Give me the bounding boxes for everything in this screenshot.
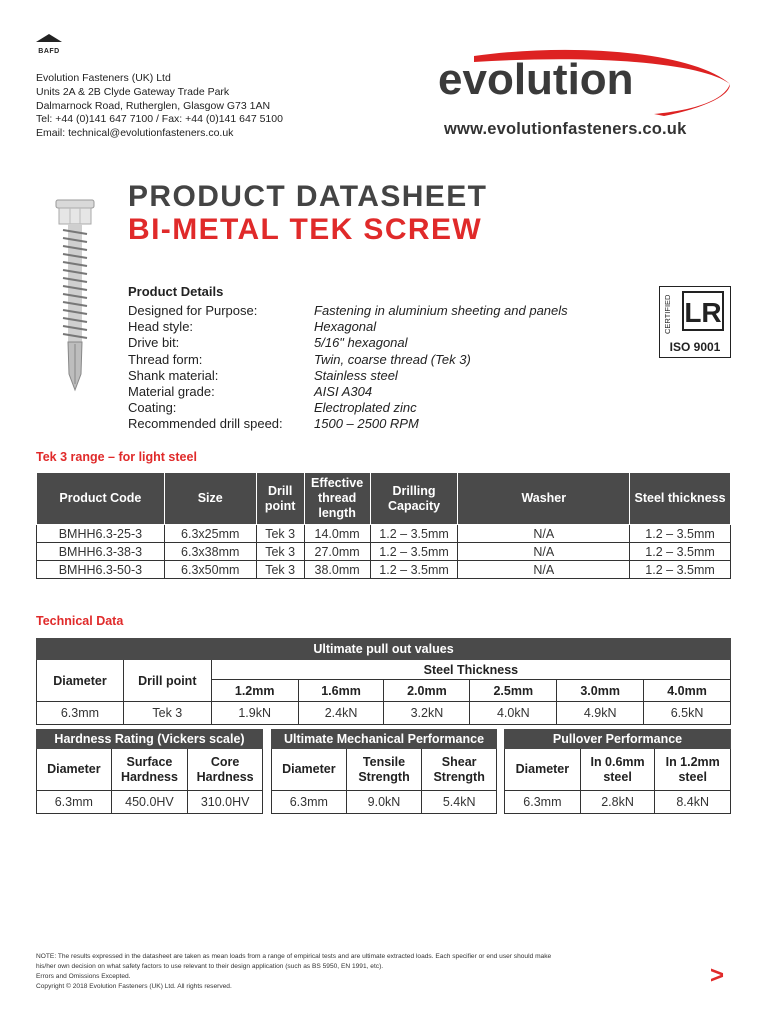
- detail-key: Material grade:: [128, 384, 215, 400]
- detail-value: Twin, coarse thread (Tek 3): [314, 351, 471, 367]
- detail-key: Thread form:: [128, 351, 203, 367]
- cell: 4.0kN: [470, 702, 557, 725]
- cell: N/A: [458, 561, 630, 579]
- table-row: [505, 791, 731, 814]
- certified-word: CERTIFIED: [663, 294, 672, 334]
- thickness-header: 1.2mm: [211, 680, 298, 702]
- detail-value: 1500 – 2500 RPM: [314, 416, 419, 432]
- col-12mm-steel: In 1.2mm steel: [655, 749, 731, 791]
- table-row: [37, 791, 263, 814]
- col-size: Size: [164, 473, 256, 525]
- cell: 450.0HV: [111, 791, 188, 814]
- detail-row: [128, 335, 568, 351]
- thickness-header: 4.0mm: [644, 680, 731, 702]
- iso-certification-badge: [659, 286, 731, 358]
- cell: BMHH6.3-50-3: [37, 561, 165, 579]
- cell: 6.3mm: [37, 791, 112, 814]
- note-line: his/her own decision on what safety factors to use relevant to their design application (such as BS 5950, EN 1991, etc).: [36, 963, 384, 970]
- website-url[interactable]: www.evolutionfasteners.co.uk: [444, 120, 687, 138]
- phone-fax: Tel: +44 (0)141 647 7100 / Fax: +44 (0)141 647 5100: [36, 113, 283, 126]
- cell: 1.2 – 3.5mm: [630, 561, 731, 579]
- cell: 9.0kN: [346, 791, 422, 814]
- logo-text: evolution: [438, 55, 634, 104]
- mech-title: Ultimate Mechanical Performance: [272, 730, 497, 749]
- bafd-emblem-icon: [34, 33, 64, 43]
- detail-value: Hexagonal: [314, 319, 377, 335]
- iso-label: ISO 9001: [669, 340, 721, 354]
- cell: 2.4kN: [298, 702, 384, 725]
- thickness-header: 2.0mm: [384, 680, 470, 702]
- range-heading: Tek 3 range – for light steel: [36, 450, 197, 464]
- detail-row: [128, 416, 568, 432]
- product-details-list: [128, 303, 568, 433]
- cell: 1.2 – 3.5mm: [370, 543, 458, 561]
- cell: Tek 3: [256, 543, 304, 561]
- col-surface-hardness: Surface Hardness: [111, 749, 188, 791]
- product-range-table: [36, 472, 731, 579]
- cell: 4.9kN: [557, 702, 644, 725]
- technical-data-heading: Technical Data: [36, 614, 124, 628]
- detail-value: AISI A304: [314, 384, 373, 400]
- col-diameter: Diameter: [37, 660, 124, 702]
- cell: 1.2 – 3.5mm: [630, 543, 731, 561]
- copyright: Copyright © 2018 Evolution Fasteners (UK) Ltd. All rights reserved.: [36, 983, 232, 990]
- cell: 6.3x50mm: [164, 561, 256, 579]
- detail-key: Head style:: [128, 319, 194, 335]
- table-row: [37, 561, 731, 579]
- col-steel-thickness: Steel thickness: [630, 473, 731, 525]
- cell: Tek 3: [256, 525, 304, 543]
- mechanical-performance-table: [271, 729, 497, 814]
- table-row: [37, 702, 731, 725]
- cell: BMHH6.3-38-3: [37, 543, 165, 561]
- col-drilling-capacity: Drilling Capacity: [370, 473, 458, 525]
- detail-key: Coating:: [128, 400, 177, 416]
- cell: Tek 3: [256, 561, 304, 579]
- cell: 6.3mm: [272, 791, 347, 814]
- col-thread-length: Effective thread length: [304, 473, 370, 525]
- detail-row: [128, 384, 568, 400]
- cell: 6.3x38mm: [164, 543, 256, 561]
- cell: 14.0mm: [304, 525, 370, 543]
- cell: Tek 3: [123, 702, 211, 725]
- cell: 1.2 – 3.5mm: [630, 525, 731, 543]
- cell: 1.9kN: [211, 702, 298, 725]
- detail-key: Shank material:: [128, 367, 219, 383]
- cell: 6.3mm: [505, 791, 581, 814]
- detail-value: Stainless steel: [314, 367, 398, 383]
- evolution-logo: [434, 48, 734, 118]
- page-title: PRODUCT DATASHEET: [128, 180, 488, 213]
- steel-thickness-header: Steel Thickness: [211, 660, 730, 680]
- product-title: BI-METAL TEK SCREW: [128, 213, 483, 246]
- detail-value: Fastening in aluminium sheeting and panels: [314, 303, 568, 318]
- cell: N/A: [458, 543, 630, 561]
- cell: 6.3x25mm: [164, 525, 256, 543]
- col-shear-strength: Shear Strength: [422, 749, 497, 791]
- cell: 310.0HV: [188, 791, 263, 814]
- company-name: Evolution Fasteners (UK) Ltd: [36, 72, 171, 84]
- col-06mm-steel: In 0.6mm steel: [580, 749, 655, 791]
- pullover-title: Pullover Performance: [505, 730, 731, 749]
- cell: 6.3mm: [37, 702, 124, 725]
- address-line-2: Dalmarnock Road, Rutherglen, Glasgow G73 1AN: [36, 99, 271, 112]
- cell: 1.2 – 3.5mm: [370, 525, 458, 543]
- errors-line: Errors and Omissions Excepted.: [36, 973, 131, 980]
- cell: 38.0mm: [304, 561, 370, 579]
- bafd-label: BAFD: [38, 48, 60, 55]
- pull-out-title: Ultimate pull out values: [37, 639, 731, 660]
- col-washer: Washer: [458, 473, 630, 525]
- cell: 1.2 – 3.5mm: [370, 561, 458, 579]
- detail-row: [128, 303, 568, 319]
- detail-row: [128, 319, 568, 335]
- cell: N/A: [458, 525, 630, 543]
- hardness-table: [36, 729, 263, 814]
- cell: BMHH6.3-25-3: [37, 525, 165, 543]
- col-diameter: Diameter: [272, 749, 347, 791]
- cell: 3.2kN: [384, 702, 470, 725]
- table-row: [37, 525, 731, 543]
- col-diameter: Diameter: [505, 749, 581, 791]
- hardness-title: Hardness Rating (Vickers scale): [37, 730, 263, 749]
- col-product-code: Product Code: [37, 473, 165, 525]
- email-link[interactable]: Email: technical@evolutionfasteners.co.uk: [36, 127, 234, 140]
- cell: 2.8kN: [580, 791, 655, 814]
- detail-key: Recommended drill speed:: [128, 416, 283, 432]
- pullover-performance-table: [504, 729, 731, 814]
- detail-key: Drive bit:: [128, 335, 180, 351]
- detail-key: Designed for Purpose:: [128, 303, 258, 318]
- cell: 27.0mm: [304, 543, 370, 561]
- col-diameter: Diameter: [37, 749, 112, 791]
- pull-out-values-table: [36, 638, 731, 725]
- company-address: [36, 72, 283, 141]
- col-drill-point: Drill point: [256, 473, 304, 525]
- thickness-header: 3.0mm: [557, 680, 644, 702]
- col-tensile-strength: Tensile Strength: [346, 749, 422, 791]
- thickness-header: 2.5mm: [470, 680, 557, 702]
- detail-row: [128, 352, 568, 368]
- col-core-hardness: Core Hardness: [188, 749, 263, 791]
- footer-note: [36, 952, 726, 992]
- thickness-header: 1.6mm: [298, 680, 384, 702]
- cell: 5.4kN: [422, 791, 497, 814]
- detail-row: [128, 368, 568, 384]
- screw-image: [50, 198, 100, 393]
- product-details-heading: Product Details: [128, 284, 224, 299]
- cell: 6.5kN: [644, 702, 731, 725]
- next-page-arrow-icon[interactable]: >: [710, 962, 725, 989]
- cell: 8.4kN: [655, 791, 731, 814]
- detail-value: 5/16" hexagonal: [314, 335, 408, 351]
- detail-value: Electroplated zinc: [314, 400, 417, 416]
- table-row: [37, 543, 731, 561]
- col-drill-point: Drill point: [123, 660, 211, 702]
- note-line: NOTE: The results expressed in the datasheet are taken as mean loads from a range of empirical tests and are ultimate extracted loads. Each specifier or end user should make: [36, 953, 552, 960]
- lr-letters: LR: [684, 297, 722, 328]
- table-row: [272, 791, 497, 814]
- bafd-logo: [34, 30, 64, 55]
- detail-row: [128, 400, 568, 416]
- address-line-1: Units 2A & 2B Clyde Gateway Trade Park: [36, 85, 230, 98]
